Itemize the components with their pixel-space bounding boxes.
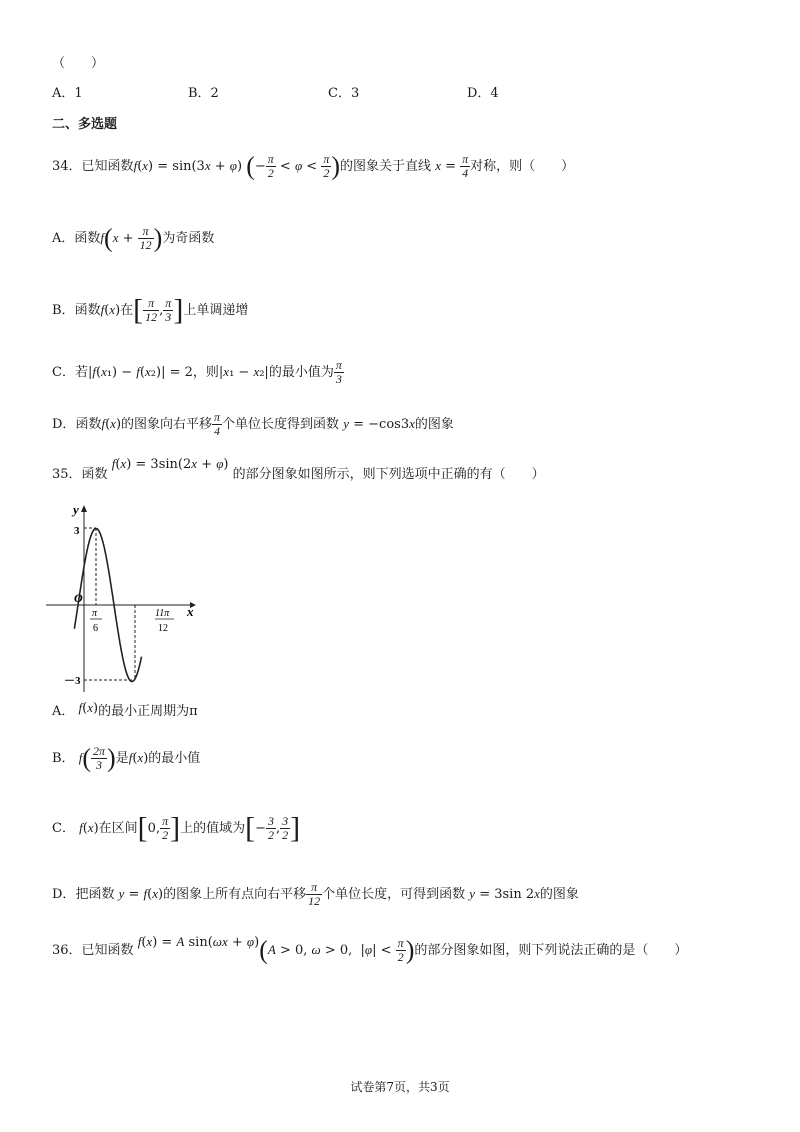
q34-b-label: B．: [52, 303, 75, 318]
q34-b-pre: 函数: [74, 303, 101, 318]
q34-a-post: 为奇函数: [162, 231, 215, 246]
q35-c-label: C．: [52, 821, 75, 836]
q35-a-post: 的最小正周期为π: [98, 704, 198, 719]
y-min-label: －3: [64, 675, 81, 687]
q35-b-label: B．: [52, 751, 75, 766]
q35-c-post: 上的值域为: [180, 821, 246, 836]
q34-d-mid2: 个单位长度得到函数: [222, 417, 340, 432]
q34-formula: f: [133, 158, 138, 173]
q34-c-label: C．: [52, 365, 75, 380]
tick2-den: 12: [158, 623, 168, 634]
q35-b-post2: 的最小值: [148, 751, 201, 766]
q34-d-mid1: 的图象向右平移: [121, 417, 213, 432]
q34-c-post: 的最小值为: [268, 365, 334, 380]
tick1-num: π: [92, 608, 98, 619]
q36-stem-post: 的部分图象如图，则下列说法正确的是（ ）: [414, 943, 688, 958]
q35-d-pre: 把函数: [75, 887, 115, 902]
q35-number: 35．: [52, 467, 82, 482]
option-d: D．4: [467, 86, 499, 101]
q34-stem: 34．已知函数f(x) = sin(3x + φ) (− $\frac{\pi}{2}$ < φ < $\frac{\pi}{2}$ )的图象关于直线 x = $\frac{\pi}{4}$ 对称，则（ ）: [52, 151, 575, 181]
option-b: B．2: [188, 86, 219, 101]
q35-option-b: B． f( $\frac{2\pi}{3}$ )是f(x)的最小值: [52, 743, 201, 773]
q34-c-mid: ，则: [192, 365, 219, 380]
q36-number: 36．: [52, 943, 82, 958]
q34-d-pre: 函数: [75, 417, 102, 432]
q34-option-b: B．函数f(x)在[ $\frac{\pi}{12}$ , $\frac{\pi}{3}$ ]上单调递增: [52, 293, 249, 327]
page-footer: 试卷第7页，共3页: [350, 1080, 450, 1094]
q35-option-a: A． f(x)的最小正周期为π: [52, 700, 198, 719]
q34-d-label: D．: [52, 417, 76, 432]
q35-d-mid1: 的图象上所有点向右平移: [163, 887, 307, 902]
q34-option-a: A．函数f(x + $\frac{\pi}{12}$ )为奇函数: [52, 223, 215, 253]
q35-option-c: C． f(x)在区间[0, $\frac{\pi}{2}$ ]上的值域为[− $\frac{3}{2}$ , $\frac{3}{2}$ ]: [52, 811, 301, 845]
q36-stem-pre: 已知函数: [81, 943, 134, 958]
answer-paren: （ ）: [52, 56, 105, 71]
q35-stem-post: 的部分图象如图所示，则下列选项中正确的有（ ）: [232, 467, 545, 482]
q35-option-d: D．把函数 y = f(x)的图象上所有点向右平移 $\frac{\pi}{12}$ 个单位长度，可得到函数 y = 3sin 2x的图象: [52, 880, 579, 908]
tick1-den: 6: [93, 623, 98, 634]
q34-number: 34．: [52, 159, 82, 174]
q34-option-c: C．若|f(x₁) − f(x₂)| = 2，则|x₁ − x₂|的最小值为 $\frac{\pi}{3}$: [52, 358, 342, 386]
origin-label: O: [74, 591, 83, 605]
q35-stem: 35．函数 f(x) = 3sin(2x + φ) 的部分图象如图所示，则下列选项中正确的有（ ）: [52, 456, 545, 482]
q34-stem-post: 对称，则（ ）: [470, 159, 575, 174]
q34-option-d: D．函数f(x)的图象向右平移 $\frac{\pi}{4}$ 个单位长度得到函数 y = −cos3x的图象: [52, 410, 454, 438]
q35-stem-pre: 函数: [81, 467, 108, 482]
q35-b-post: 是: [115, 751, 129, 766]
q34-b-post: 上单调递增: [183, 303, 249, 318]
q35-c-mid: 在区间: [98, 821, 138, 836]
q35-d-label: D．: [52, 887, 76, 902]
y-axis-label: y: [73, 502, 79, 517]
q34-a-pre: 函数: [74, 231, 101, 246]
q34-stem-pre: 已知函数: [81, 159, 134, 174]
y-max-label: 3: [74, 525, 80, 537]
q35-graph: [40, 498, 210, 698]
y-axis-arrow-icon: [81, 505, 87, 512]
q34-a-label: A．: [52, 231, 75, 246]
q34-d-post: 的图象: [414, 417, 454, 432]
q35-a-label: A．: [52, 704, 75, 719]
section-title: 二、多选题: [52, 117, 118, 132]
q34-c-pre: 若: [74, 365, 88, 380]
q36-stem: 36．已知函数 f(x) = A sin(ωx + φ)(A > 0, ω > 0, |φ| < $\frac{\pi}{2}$ )的部分图象如图，则下列说法正确的是（ ）: [52, 934, 688, 965]
q34-stem-mid: 的图象关于直线: [340, 159, 432, 174]
q35-d-post: 的图象: [539, 887, 579, 902]
q35-d-mid2: 个单位长度，可得到函数: [322, 887, 466, 902]
option-c: C．3: [328, 86, 360, 101]
option-a: A．1: [52, 86, 83, 101]
x-axis-label: x: [187, 604, 194, 619]
tick2-num: 11π: [155, 608, 170, 619]
q34-b-mid: 在: [120, 303, 134, 318]
